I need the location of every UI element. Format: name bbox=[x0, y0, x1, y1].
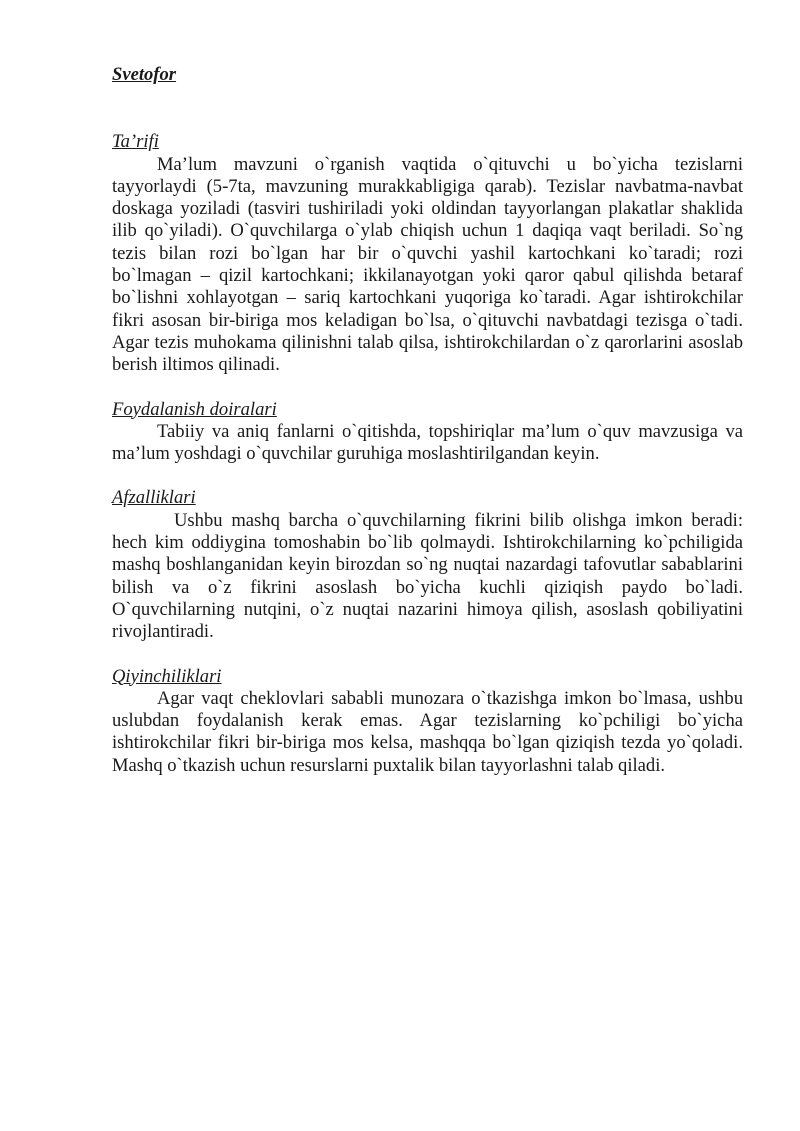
section-afzalliklari bbox=[112, 487, 743, 643]
section-heading-afzalliklari: Afzalliklari bbox=[112, 487, 196, 509]
paragraph-afzalliklari: Ushbu mashq barcha o`quvchilarning fikrini bilib olishga imkon beradi: hech kim oddiygina tomoshabin bo`lib qolmaydi. Ishtirokchilarning ko`pchiligida mashq boshlanganidan keyin birozdan so`ng nuqtai nazardagi tafovutlar sabablarini bilish va o`z fikrini asoslash bo`yicha kuchli qiziqish paydo bo`ladi. O`quvchilarning nutqini, o`z nuqtai nazarini himoya qilish, asoslash qobiliyatini rivojlantiradi. bbox=[112, 509, 743, 643]
paragraph-foydalanish-doiralari: Tabiiy va aniq fanlarni o`qitishda, topshiriqlar ma’lum o`quv mavzusiga va ma’lum yoshdagi o`quvchilar guruhiga moslashtirilgandan keyin. bbox=[112, 420, 743, 465]
section-qiyinchiliklari bbox=[112, 666, 743, 777]
paragraph-tarifi: Ma’lum mavzuni o`rganish vaqtida o`qituvchi u bo`yicha tezislarni tayyorlaydi (5-7ta, mavzuning murakkabligiga qarab). Tezislar navbatma-navbat doskaga yoziladi (tasviri tushiriladi yoki oldindan tayyorlangan plakatlar shaklida ilib qo`yiladi). O`quvchilarga o`ylab chiqish uchun 1 daqiqa vaqt beriladi. So`ng tezis bilan rozi bo`lgan har bir o`quvchi yashil kartochkani ko`taradi; rozi bo`lmagan – qizil kartochkani; ikkilanayotgan yoki qaror qabul qilishda betaraf bo`lishni xohlayotgan – sariq kartochkani yuqoriga ko`taradi. Agar ishtirokchilar fikri asosan bir-biriga mos keladigan bo`lsa, o`qituvchi navbatdagi tezisga o`tadi. Agar tezis muhokama qilinishni talab qilsa, ishtirokchilardan o`z qarorlarini asoslab berish iltimos qilinadi. bbox=[112, 153, 743, 376]
section-tarifi bbox=[112, 131, 743, 376]
section-heading-qiyinchiliklari: Qiyinchiliklari bbox=[112, 665, 222, 687]
paragraph-qiyinchiliklari: Agar vaqt cheklovlari sababli munozara o`tkazishga imkon bo`lmasa, ushbu uslubdan foydalanish kerak emas. Agar tezislarning ko`pchiligi bo`yicha ishtirokchilar fikri bir-biriga mos kelsa, mashqqa bo`lgan qiziqish tezda yo`qoladi. Mashq o`tkazish uchun resurslarni puxtalik bilan tayyorlashni talab qiladi. bbox=[112, 687, 743, 776]
document-title: Svetofor bbox=[112, 64, 177, 85]
section-foydalanish-doiralari bbox=[112, 399, 743, 466]
section-heading-tarifi: Ta’rifi bbox=[112, 131, 159, 153]
section-heading-foydalanish-doiralari: Foydalanish doiralari bbox=[112, 398, 277, 420]
